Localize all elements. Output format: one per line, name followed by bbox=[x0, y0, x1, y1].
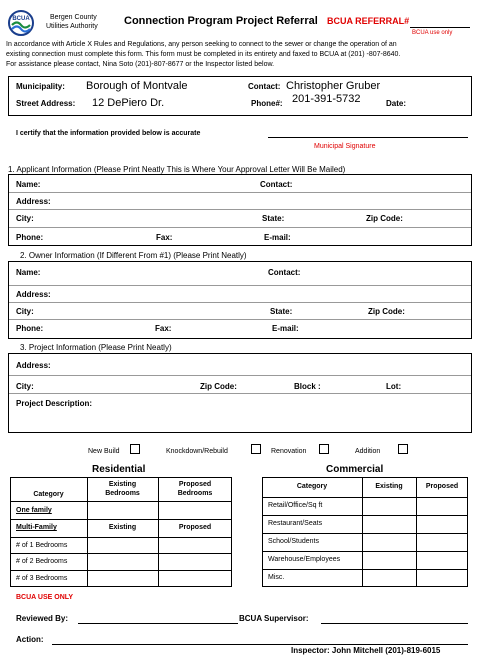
addition-label: Addition bbox=[355, 448, 381, 455]
bcua-supervisor-line[interactable] bbox=[321, 623, 468, 624]
commercial-col-divider bbox=[362, 477, 363, 587]
svg-text:BCUA: BCUA bbox=[12, 16, 30, 22]
action-line[interactable] bbox=[52, 644, 468, 645]
applicant-row-divider bbox=[9, 192, 471, 193]
contact-field[interactable]: Christopher Gruber bbox=[286, 80, 381, 92]
date-label: Date: bbox=[386, 99, 407, 108]
new-build-checkbox[interactable] bbox=[130, 444, 140, 454]
applicant-row-divider bbox=[9, 209, 471, 210]
applicant-name-label: Name: bbox=[16, 180, 41, 189]
residential-row-divider bbox=[10, 519, 232, 520]
commercial-row-divider bbox=[262, 497, 468, 498]
street-address-field[interactable]: 12 DePiero Dr. bbox=[92, 97, 165, 109]
project-row-divider bbox=[9, 393, 471, 394]
certify-statement: I certify that the information provided below is accurate bbox=[16, 130, 201, 137]
owner-row-divider bbox=[9, 319, 471, 320]
misc-row-label: Misc. bbox=[268, 574, 285, 581]
referral-number-line[interactable] bbox=[410, 27, 470, 28]
commercial-title: Commercial bbox=[326, 464, 384, 475]
form-title: Connection Program Project Referral bbox=[124, 15, 318, 27]
project-city-label: City: bbox=[16, 382, 34, 391]
intro-line1: In accordance with Article X Rules and Regulations, any person seeking to connect to the sewer or change the operation of an bbox=[6, 41, 397, 48]
intro-line2: existing connection must complete this form. This form must be completed in its entirety and faxed to BCUA at (201) -807-8640. bbox=[6, 51, 401, 58]
school-students-row-label: School/Students bbox=[268, 538, 319, 545]
phone-field[interactable]: 201-391-5732 bbox=[292, 93, 361, 105]
referral-label: BCUA REFERRAL# bbox=[327, 16, 410, 26]
renovation-label: Renovation bbox=[271, 448, 307, 455]
municipality-field[interactable]: Borough of Montvale bbox=[86, 80, 188, 92]
municipal-signature-label: Municipal Signature bbox=[314, 143, 376, 150]
multi-family-existing-label: Existing bbox=[108, 524, 137, 531]
residential-category-header: Category bbox=[33, 491, 64, 498]
applicant-state-label: State: bbox=[262, 214, 285, 223]
owner-name-label: Name: bbox=[16, 268, 41, 277]
residential-title: Residential bbox=[92, 464, 146, 475]
residential-row-divider bbox=[10, 501, 232, 502]
project-lot-label: Lot: bbox=[386, 382, 402, 391]
bcua-use-only-note: BCUA use only bbox=[412, 30, 453, 36]
inspector-contact: Inspector: John Mitchell (201)-819-6015 bbox=[291, 646, 441, 655]
reviewed-by-line[interactable] bbox=[78, 623, 238, 624]
street-address-label: Street Address: bbox=[16, 99, 76, 108]
commercial-existing-header: Existing bbox=[375, 483, 403, 490]
org-name-line2: Utilities Authority bbox=[46, 23, 98, 30]
owner-state-label: State: bbox=[270, 307, 293, 316]
three-bedroom-row-label: # of 3 Bedrooms bbox=[16, 575, 68, 582]
owner-box bbox=[8, 261, 472, 339]
residential-proposed-header-l2: Bedrooms bbox=[177, 490, 213, 497]
addition-checkbox[interactable] bbox=[398, 444, 408, 454]
knockdown-rebuild-label: Knockdown/Rebuild bbox=[166, 448, 228, 455]
phone-label: Phone#: bbox=[251, 99, 283, 108]
warehouse-employees-row-label: Warehouse/Employees bbox=[268, 556, 341, 563]
one-family-label: One family bbox=[16, 507, 52, 514]
owner-heading: 2. Owner Information (If Different From #1) (Please Print Neatly) bbox=[20, 251, 247, 260]
reviewed-by-label: Reviewed By: bbox=[16, 614, 69, 623]
owner-row-divider bbox=[9, 285, 471, 286]
municipal-info-box bbox=[8, 76, 472, 116]
owner-fax-label: Fax: bbox=[155, 324, 172, 333]
applicant-address-label: Address: bbox=[16, 197, 51, 206]
applicant-contact-label: Contact: bbox=[260, 180, 293, 189]
owner-row-divider bbox=[9, 302, 471, 303]
action-label: Action: bbox=[16, 635, 44, 644]
owner-address-label: Address: bbox=[16, 290, 51, 299]
two-bedroom-row-label: # of 2 Bedrooms bbox=[16, 558, 68, 565]
project-row-divider bbox=[9, 375, 471, 376]
applicant-box bbox=[8, 174, 472, 246]
project-description-label: Project Description: bbox=[16, 399, 93, 408]
residential-row-divider bbox=[10, 553, 232, 554]
renovation-checkbox[interactable] bbox=[319, 444, 329, 454]
retail-office-row-label: Retail/Office/Sq ft bbox=[268, 502, 323, 509]
one-bedroom-row-label: # of 1 Bedrooms bbox=[16, 542, 68, 549]
org-name-line1: Bergen County bbox=[50, 14, 97, 21]
project-block-label: Block : bbox=[294, 382, 321, 391]
restaurant-seats-row-label: Restaurant/Seats bbox=[268, 520, 323, 527]
intro-line3: For assistance please contact, Nina Soto (201)-807-8677 or the Inspector listed below. bbox=[6, 61, 275, 68]
commercial-row-divider bbox=[262, 533, 468, 534]
applicant-city-label: City: bbox=[16, 214, 34, 223]
applicant-phone-label: Phone: bbox=[16, 233, 44, 242]
commercial-row-divider bbox=[262, 515, 468, 516]
commercial-proposed-header: Proposed bbox=[425, 483, 459, 490]
applicant-email-label: E-mail: bbox=[264, 233, 291, 242]
owner-contact-label: Contact: bbox=[268, 268, 301, 277]
project-zip-label: Zip Code: bbox=[200, 382, 237, 391]
municipal-signature-line[interactable] bbox=[268, 137, 468, 138]
commercial-category-header: Category bbox=[296, 483, 328, 490]
municipality-label: Municipality: bbox=[16, 82, 65, 91]
multi-family-label: Multi-Family bbox=[16, 524, 57, 531]
bcua-supervisor-label: BCUA Supervisor: bbox=[239, 614, 309, 623]
applicant-row-divider bbox=[9, 227, 471, 228]
new-build-label: New Build bbox=[88, 448, 120, 455]
applicant-zip-label: Zip Code: bbox=[366, 214, 403, 223]
owner-phone-label: Phone: bbox=[16, 324, 44, 333]
contact-label: Contact: bbox=[248, 82, 281, 91]
owner-email-label: E-mail: bbox=[272, 324, 299, 333]
project-address-label: Address: bbox=[16, 361, 51, 370]
residential-proposed-header-l1: Proposed bbox=[178, 481, 212, 488]
bcua-use-only-footer: BCUA USE ONLY bbox=[16, 594, 74, 601]
owner-zip-label: Zip Code: bbox=[368, 307, 405, 316]
commercial-row-divider bbox=[262, 551, 468, 552]
bcua-logo bbox=[8, 10, 34, 36]
applicant-heading: 1. Applicant Information (Please Print Neatly This is Where Your Approval Letter Will Be Mailed) bbox=[8, 165, 346, 174]
residential-row-divider bbox=[10, 537, 232, 538]
residential-row-divider bbox=[10, 570, 232, 571]
residential-existing-header-l2: Bedrooms bbox=[105, 490, 140, 497]
applicant-fax-label: Fax: bbox=[156, 233, 173, 242]
residential-existing-header-l1: Existing bbox=[108, 481, 137, 488]
multi-family-proposed-label: Proposed bbox=[178, 524, 212, 531]
owner-city-label: City: bbox=[16, 307, 34, 316]
knockdown-rebuild-checkbox[interactable] bbox=[251, 444, 261, 454]
project-heading: 3. Project Information (Please Print Neatly) bbox=[20, 343, 172, 352]
commercial-row-divider bbox=[262, 569, 468, 570]
commercial-col-divider bbox=[416, 477, 417, 587]
commercial-table bbox=[262, 477, 468, 587]
